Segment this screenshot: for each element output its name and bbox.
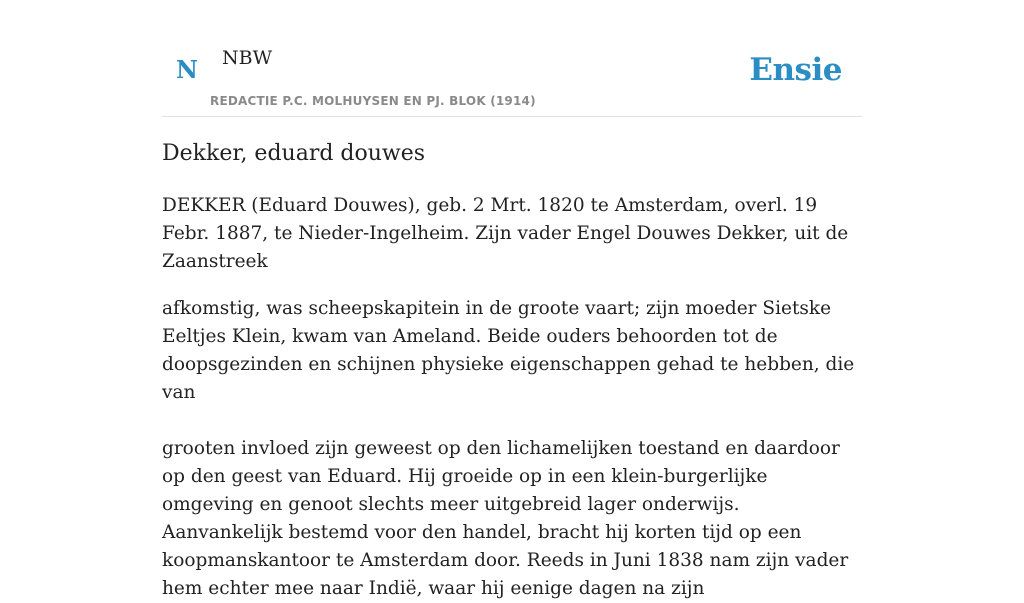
source-name-link[interactable]: NBW: [222, 47, 273, 69]
article: [162, 138, 862, 603]
page-header: [162, 0, 862, 117]
article-paragraph-1: DEKKER (Eduard Douwes), geb. 2 Mrt. 1820 te Amsterdam, overl. 19 Febr. 1887, te Nieder-Ingelheim. Zijn vader Engel Douwes Dekker, uit de Zaanstreek: [162, 195, 849, 272]
ensie-logo-link[interactable]: Ensie: [749, 52, 842, 88]
article-title: Dekker, eduard douwes: [162, 141, 426, 166]
source-logo[interactable]: N: [176, 55, 198, 84]
article-paragraph-3: grooten invloed zijn geweest op den lichamelijken toestand en daardoor op den geest van Eduard. Hij groeide op in een klein-burgerlijke omgeving en genoot slechts meer uitgebreid lager onderwijs. Aanvankelijk bestemd voor den handel, bracht hij korten tijd op een koopmanskantoor te Amsterdam door. Reeds in Juni 1838 nam zijn vader hem echter mee naar Indië, waar hij eenige dagen na zijn: [162, 438, 849, 599]
source-subtitle: REDACTIE P.C. MOLHUYSEN EN PJ. BLOK (1914): [210, 94, 536, 108]
article-paragraph-2: afkomstig, was scheepskapitein in de groote vaart; zijn moeder Sietske Eeltjes Klein, kwam van Ameland. Beide ouders behoorden tot de doopsgezinden en schijnen physieke eigenschappen gehad te hebben, die van: [162, 298, 855, 403]
